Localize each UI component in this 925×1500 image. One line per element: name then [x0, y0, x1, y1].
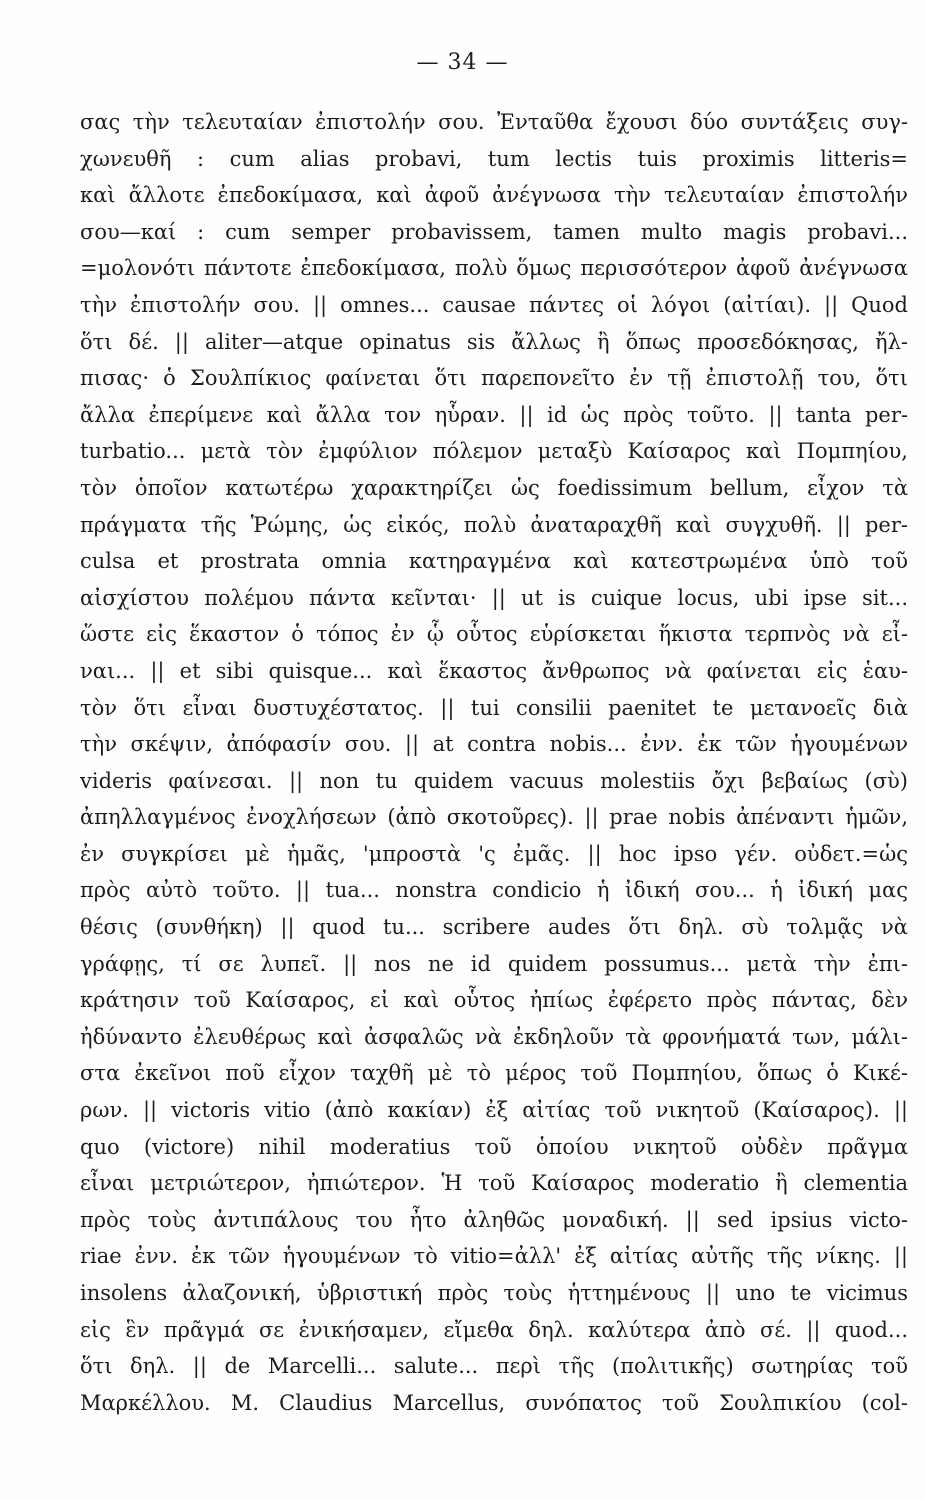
text-line: σας τὴν τελευταίαν ἐπιστολήν σου. Ἐνταῦθα ἔχουσι δύο συντάξεις συγ-	[80, 110, 908, 134]
text-line: culsa et prostrata omnia κατηραγμένα καὶ κατεστρωμένα ὑπὸ τοῦ	[80, 549, 908, 574]
text-line: πρὸς αὐτὸ τοῦτο. || tua... nonstra condicio ἡ ἰδική σου... ἡ ἰδική μας	[80, 878, 908, 903]
text-line: quo (victore) nihil moderatius τοῦ ὁποίου νικητοῦ οὐδὲν πρᾶγμα	[80, 1134, 908, 1159]
text-line: πράγματα τῆς Ῥώμης, ὡς εἰκός, πολὺ ἀναταραχθῆ καὶ συγχυθῆ. || per-	[80, 512, 908, 537]
text-line: πισας· ὁ Σουλπίκιος φαίνεται ὅτι παρεπονεῖτο ἐν τῇ ἐπιστολῇ του, ὅτι	[80, 366, 908, 391]
text-line: τὸν ὁποῖον κατωτέρω χαρακτηρίζει ὡς foedissimum bellum, εἶχον τὰ	[80, 475, 908, 500]
text-line: ναι... || et sibi quisque... καὶ ἕκαστος ἄνθρωπος νὰ φαίνεται εἰς ἑαυ-	[80, 658, 908, 683]
text-line: τὴν σκέψιν, ἀπόφασίν σου. || at contra nobis... ἐνν. ἐκ τῶν ἡγουμένων	[80, 732, 908, 757]
text-line: ἀπηλλαγμένος ἐνοχλήσεων (ἀπὸ σκοτοῦρες). || prae nobis ἀπέναντι ἡμῶν,	[80, 805, 908, 830]
text-line: riae ἐνν. ἐκ τῶν ἡγουμένων τὸ vitio=ἀλλ' ἐξ αἰτίας αὐτῆς τῆς νίκης. ||	[80, 1244, 908, 1269]
text-line: ἄλλα ἐπερίμενε καὶ ἄλλα τον ηὗραν. || id ὡς πρὸς τοῦτο. || tanta per-	[80, 402, 908, 427]
text-line: κράτησιν τοῦ Καίσαρος, εἰ καὶ οὗτος ἠπίως ἐφέρετο πρὸς πάντας, δὲν	[80, 988, 908, 1013]
text-line: τὴν ἐπιστολήν σου. || omnes... causae πάντες οἱ λόγοι (αἰτίαι). || Quod	[80, 292, 908, 317]
text-line: ὅτι δηλ. || de Marcelli... salute... περὶ τῆς (πολιτικῆς) σωτηρίας τοῦ	[80, 1354, 908, 1379]
text-line: ὥστε εἰς ἕκαστον ὁ τόπος ἐν ᾧ οὗτος εὑρίσκεται ἥκιστα τερπνὸς νὰ εἶ-	[80, 622, 908, 647]
text-line: ὅτι δέ. || aliter—atque opinatus sis ἄλλως ἢ ὅπως προσεδόκησας, ἤλ-	[80, 329, 908, 354]
commentary-text	[80, 104, 908, 1421]
text-line: videris φαίνεσαι. || non tu quidem vacuus molestiis ὄχι βεβαίως (σὺ)	[80, 768, 908, 793]
text-line: εἶναι μετριώτερον, ἠπιώτερον. Ἡ τοῦ Καίσαρος moderatio ἢ clementia	[80, 1171, 908, 1196]
text-line: εἰς ἓν πρᾶγμά σε ἐνικήσαμεν, εἴμεθα δηλ. καλύτερα ἀπὸ σέ. || quod...	[80, 1317, 908, 1342]
page-number: — 34 —	[416, 50, 509, 75]
text-line: στα ἐκεῖνοι ποῦ εἶχον ταχθῆ μὲ τὸ μέρος τοῦ Πομπηίου, ὅπως ὁ Κικέ-	[80, 1061, 908, 1086]
text-line: καὶ ἄλλοτε ἐπεδοκίμασα, καὶ ἀφοῦ ἀνέγνωσα τὴν τελευταίαν ἐπιστολήν	[80, 183, 908, 208]
text-line: σου—καί : cum semper probavissem, tamen multo magis probavi...	[80, 219, 908, 244]
text-line: γράφῃς, τί σε λυπεῖ. || nos ne id quidem possumus... μετὰ τὴν ἐπι-	[80, 951, 908, 976]
text-line: =μολονότι πάντοτε ἐπεδοκίμασα, πολὺ ὅμως περισσότερον ἀφοῦ ἀνέγνωσα	[80, 256, 908, 281]
text-line: αἰσχίστου πολέμου πάντα κεῖνται· || ut is cuique locus, ubi ipse sit...	[80, 585, 908, 610]
text-line: Μαρκέλλου. M. Claudius Marcellus, συνόπατος τοῦ Σουλπικίου (col-	[80, 1390, 908, 1415]
text-line: πρὸς τοὺς ἀντιπάλους του ἦτο ἀληθῶς μοναδική. || sed ipsius victo-	[80, 1207, 908, 1232]
text-line: ἠδύναντο ἐλευθέρως καὶ ἀσφαλῶς νὰ ἐκδηλοῦν τὰ φρονήματά των, μάλι-	[80, 1024, 908, 1049]
text-line: χωνευθῆ : cum alias probavi, tum lectis tuis proximis litteris=	[80, 146, 908, 171]
text-line: θέσις (συνθήκη) || quod tu... scribere audes ὅτι δηλ. σὺ τολμᾷς νὰ	[80, 915, 908, 940]
text-line: turbatio... μετὰ τὸν ἐμφύλιον πόλεμον μεταξὺ Καίσαρος καὶ Πομπηίου,	[80, 439, 908, 464]
text-line: ρων. || victoris vitio (ἀπὸ κακίαν) ἐξ αἰτίας τοῦ νικητοῦ (Καίσαρος). ||	[80, 1098, 908, 1123]
text-line: ἐν συγκρίσει μὲ ἡμᾶς, 'μπροστὰ 'ς ἐμᾶς. || hoc ipso γέν. οὐδετ.=ὡς	[80, 841, 908, 866]
text-line: insolens ἀλαζονική, ὑβριστική πρὸς τοὺς ἡττημένους || uno te vicimus	[80, 1281, 908, 1305]
text-line: τὸν ὅτι εἶναι δυστυχέστατος. || tui consilii paenitet te μετανοεῖς διὰ	[80, 695, 908, 720]
